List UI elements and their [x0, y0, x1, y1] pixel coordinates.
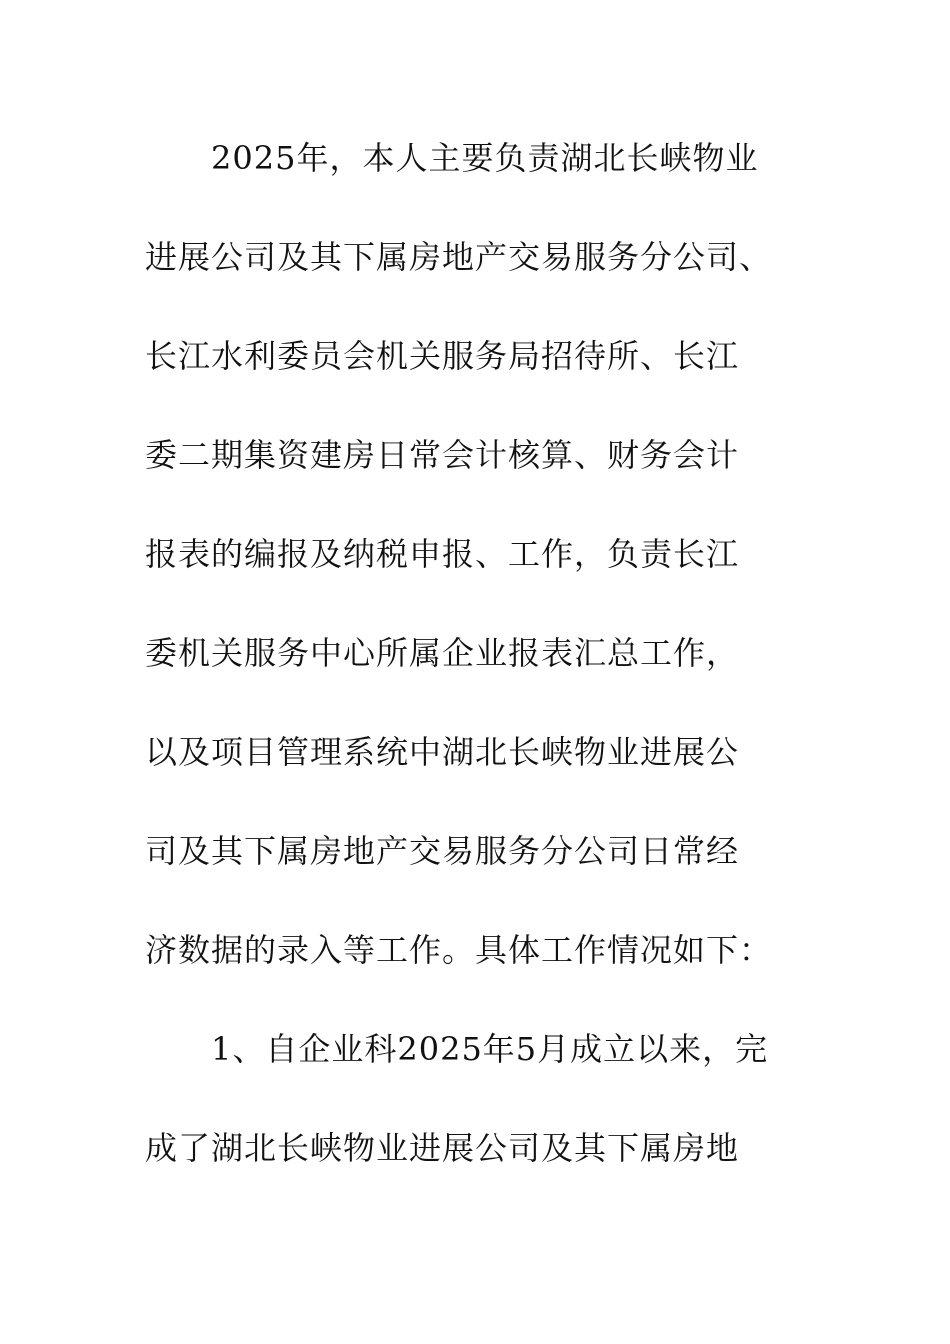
- paragraph-1-line-2: 进展公司及其下属房地产交易服务分公司、: [145, 238, 773, 276]
- paragraph-2-line-2: 成了湖北长峡物业进展公司及其下属房地: [145, 1129, 740, 1167]
- body-text: [145, 128, 825, 1217]
- paragraph-2-line-1: 1、自企业科2025年5月成立以来，完: [211, 1030, 769, 1068]
- paragraph-1-line-4: 委二期集资建房日常会计核算、财务会计: [145, 436, 740, 474]
- paragraph-1-line-9: 济数据的录入等工作。具体工作情况如下：: [145, 931, 773, 969]
- paragraph-1-line-6: 委机关服务中心所属企业报表汇总工作，: [145, 634, 740, 672]
- paragraph-1-line-7: 以及项目管理系统中湖北长峡物业进展公: [145, 733, 740, 771]
- paragraph-1-line-8: 司及其下属房地产交易服务分公司日常经: [145, 832, 740, 870]
- paragraph-1-line-1: 2025年，本人主要负责湖北长峡物业: [211, 139, 759, 177]
- paragraph-1-line-5: 报表的编报及纳税申报、工作，负责长江: [145, 535, 740, 573]
- paragraph-1-line-3: 长江水利委员会机关服务局招待所、长江: [145, 337, 740, 375]
